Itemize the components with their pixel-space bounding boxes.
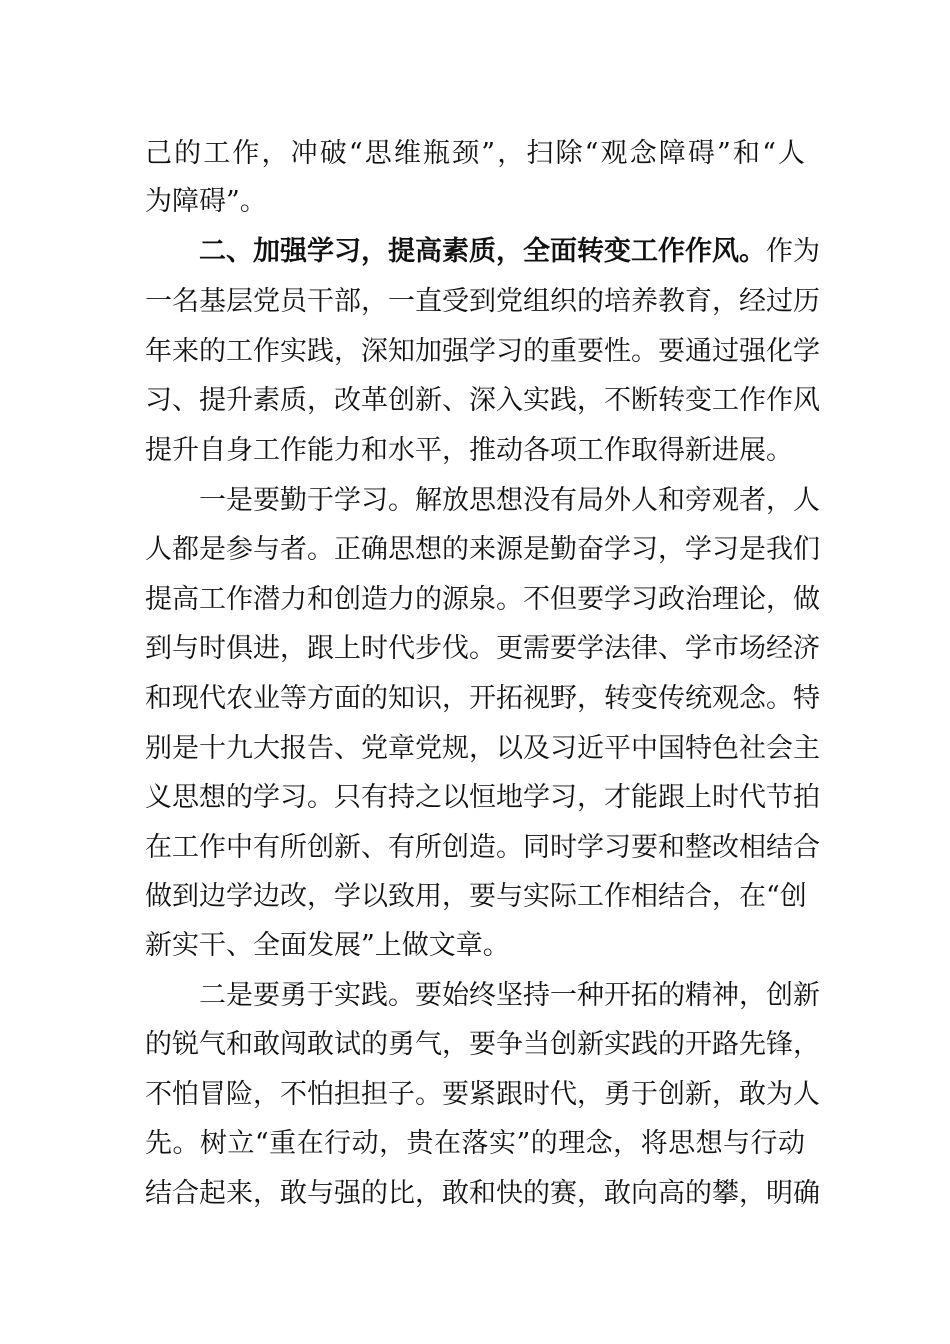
text-line-10: 提高工作潜力和创造力的源泉。不但要学习政治理论，做 <box>145 584 820 615</box>
text-line-11: 到与时俱进，跟上时代步伐。更需要学法律、学市场经济 <box>145 633 820 664</box>
text-line-8: 一是要勤于学习。解放思想没有局外人和旁观者，人 <box>199 485 820 516</box>
text-line-5: 年来的工作实践，深知加强学习的重要性。要通过强化学 <box>145 336 820 367</box>
text-line-16: 做到边学边改，学以致用，要与实际工作相结合，在“创 <box>145 881 807 912</box>
text-line-21: 先。树立“重在行动，贵在落实”的理念，将思想与行动 <box>145 1128 805 1159</box>
text-line-1: 己的工作，冲破“思维瓶颈”，扫除“观念障碍”和“人 <box>145 138 805 169</box>
text-line-13: 别是十九大报告、党章党规，以及习近平中国特色社会主 <box>145 733 820 764</box>
text-line-17: 新实干、全面发展”上做文章。 <box>145 930 510 961</box>
text-line-6: 习、提升素质，改革创新、深入实践，不断转变工作作风 <box>145 385 820 416</box>
text-line-9: 人都是参与者。正确思想的来源是勤奋学习，学习是我们 <box>145 534 820 565</box>
text-line-12: 和现代农业等方面的知识，开拓视野，转变传统观念。特 <box>145 683 820 714</box>
text-line-2: 为障碍”。 <box>145 186 267 217</box>
text-line-7: 提升自身工作能力和水平，推动各项工作取得新进展。 <box>145 435 793 466</box>
section-heading-continuation: 作为 <box>766 236 820 267</box>
text-line-14: 义思想的学习。只有持之以恒地学习，才能跟上时代节拍 <box>145 782 820 813</box>
text-line-20: 不怕冒险，不怕担担子。要紧跟时代，勇于创新，敢为人 <box>145 1079 820 1110</box>
text-line-22: 结合起来，敢与强的比，敢和快的赛，敢向高的攀，明确 <box>145 1178 820 1209</box>
text-line-18: 二是要勇于实践。要始终坚持一种开拓的精神，创新 <box>199 980 820 1011</box>
text-line-15: 在工作中有所创新、有所创造。同时学习要和整改相结合 <box>145 832 820 863</box>
text-line-4: 一名基层党员干部，一直受到党组织的培养教育，经过历 <box>145 286 820 317</box>
section-heading: 二、加强学习，提高素质，全面转变工作作风。 <box>199 236 766 267</box>
text-line-19: 的锐气和敢闯敢试的勇气，要争当创新实践的开路先锋， <box>145 1029 820 1060</box>
section-heading-line <box>199 232 820 272</box>
